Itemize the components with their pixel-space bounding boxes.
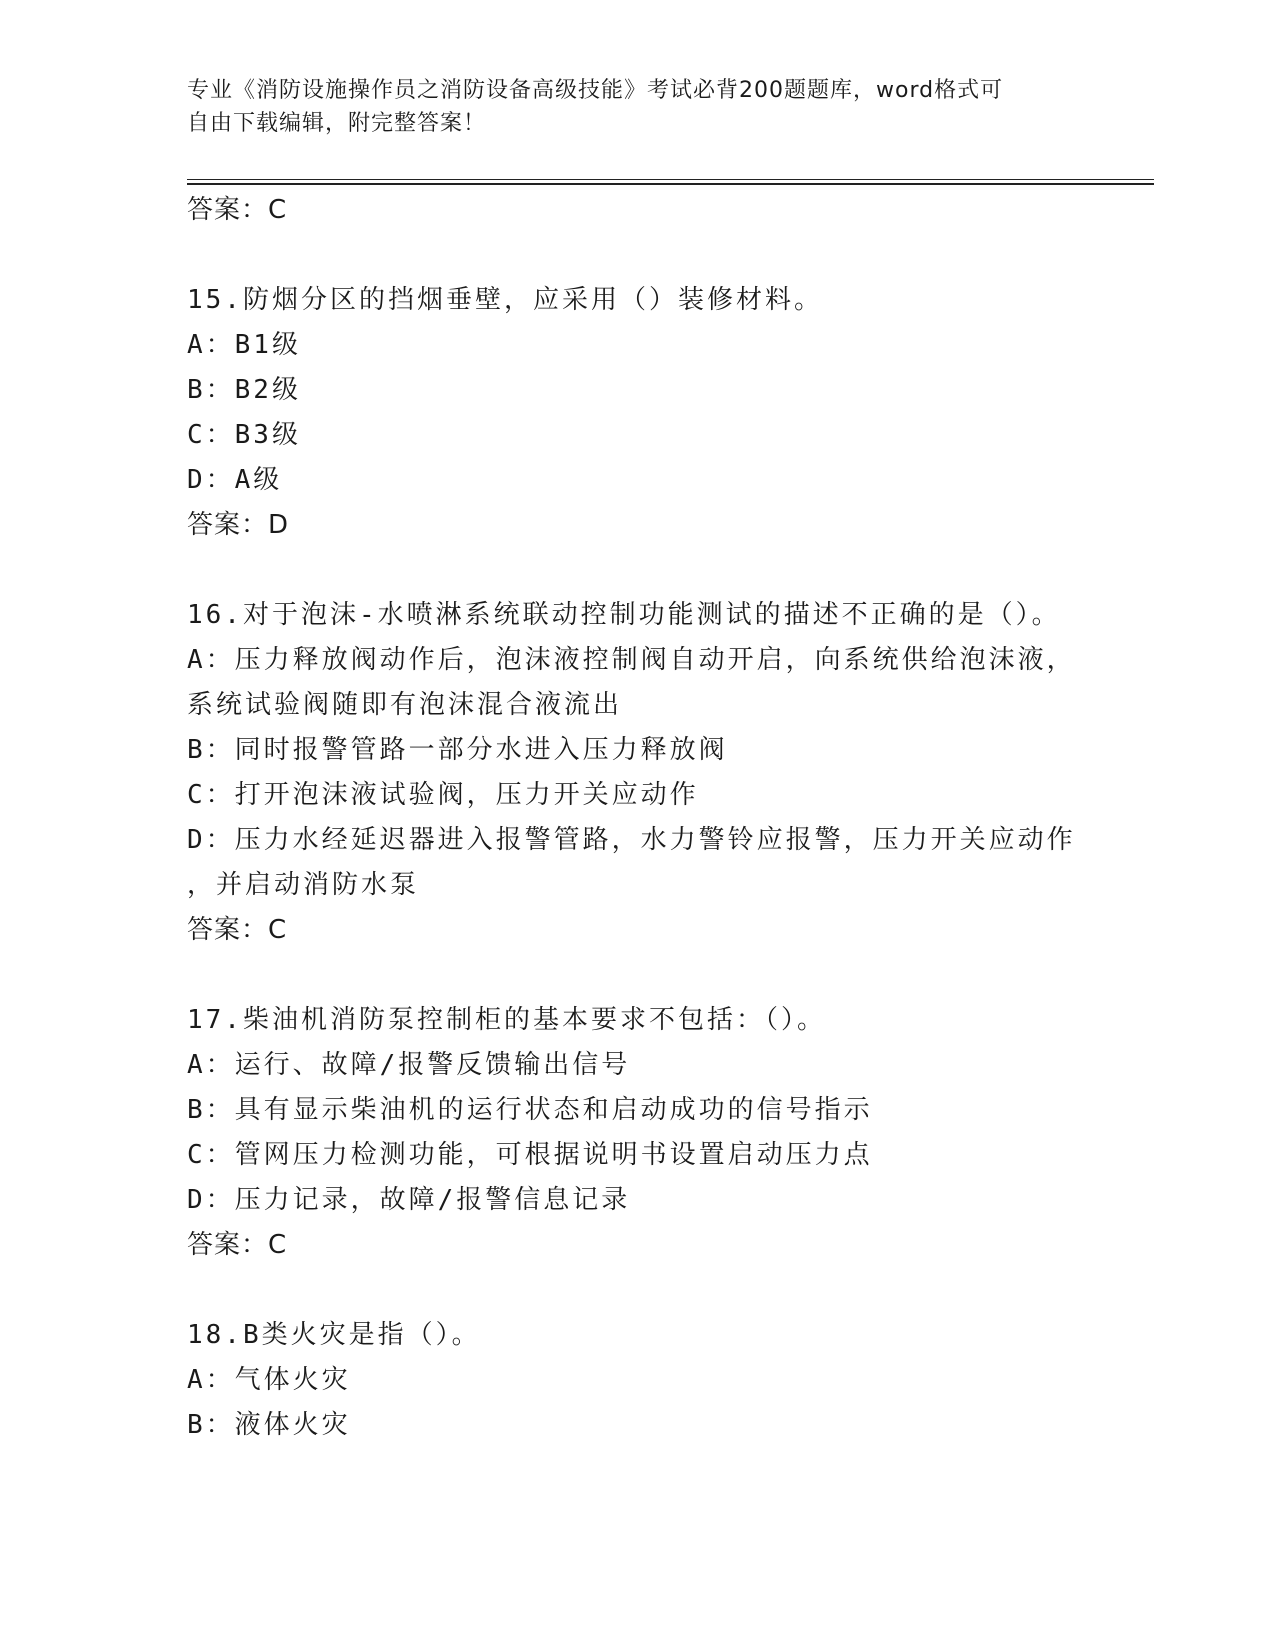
question-16 [187, 593, 1087, 953]
header-divider-thick [187, 183, 1154, 185]
question-15 [187, 278, 1087, 548]
answer: 答案：D [187, 510, 290, 540]
option-c: C：打开泡沫液试验阀，压力开关应动作 [187, 780, 699, 810]
option-d: D：A级 [187, 465, 283, 495]
question-stem: 17.柴油机消防泵控制柜的基本要求不包括：（）。 [187, 1005, 826, 1035]
header-line-2: 自由下载编辑，附完整答案！ [187, 111, 487, 136]
option-b: B：具有显示柴油机的运行状态和启动成功的信号指示 [187, 1095, 873, 1125]
question-18 [187, 1313, 1087, 1448]
question-stem: 15.防烟分区的挡烟垂壁，应采用（）装修材料。 [187, 285, 823, 315]
option-a: A：运行、故障/报警反馈输出信号 [187, 1050, 631, 1080]
document-header [187, 74, 1087, 140]
spacer [187, 548, 1087, 593]
answer: 答案：C [187, 1230, 288, 1260]
question-stem: 18.B类火灾是指（）。 [187, 1320, 481, 1350]
option-b: B：B2级 [187, 375, 301, 405]
option-a: A：气体火灾 [187, 1365, 351, 1395]
option-d-continued: ，并启动消防水泵 [187, 870, 420, 900]
spacer [187, 233, 1087, 278]
option-b: B：同时报警管路一部分水进入压力释放阀 [187, 735, 728, 765]
option-a-continued: 系统试验阀随即有泡沫混合液流出 [187, 690, 623, 720]
option-a: A：压力释放阀动作后，泡沫液控制阀自动开启，向系统供给泡沫液， [187, 645, 1076, 675]
option-c: C：管网压力检测功能，可根据说明书设置启动压力点 [187, 1140, 873, 1170]
spacer [187, 1268, 1087, 1313]
option-d: D：压力水经延迟器进入报警管路，水力警铃应报警，压力开关应动作 [187, 825, 1076, 855]
option-a: A：B1级 [187, 330, 301, 360]
option-c: C：B3级 [187, 420, 301, 450]
question-stem: 16.对于泡沫-水喷淋系统联动控制功能测试的描述不正确的是（）。 [187, 600, 1061, 630]
answer: 答案：C [187, 915, 288, 945]
spacer [187, 953, 1087, 998]
header-line-1: 专业《消防设施操作员之消防设备高级技能》考试必背200题题库，word格式可 [187, 78, 1004, 103]
previous-answer: 答案：C [187, 195, 288, 225]
option-d: D：压力记录，故障/报警信息记录 [187, 1185, 631, 1215]
question-17 [187, 998, 1087, 1268]
question-list [187, 188, 1087, 1448]
option-b: B：液体火灾 [187, 1410, 351, 1440]
header-divider-thin [187, 179, 1154, 180]
